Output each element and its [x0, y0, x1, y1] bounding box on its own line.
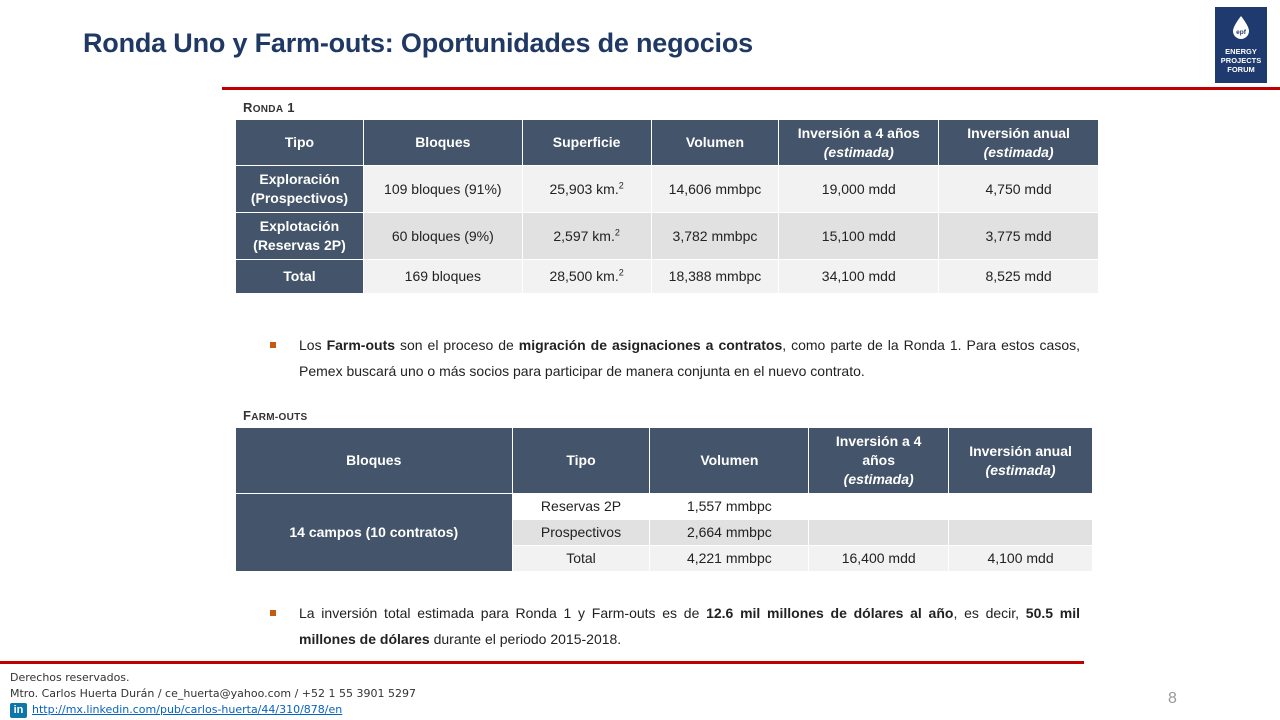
cell-tipo: Total: [512, 546, 650, 572]
cell-tipo: Reservas 2P: [512, 494, 650, 520]
cell-inversion-4: 34,100 mdd: [779, 260, 939, 294]
footer-linkedin: [10, 702, 416, 718]
farmouts-table: [235, 427, 1093, 572]
logo-line-1: ENERGY: [1225, 47, 1257, 56]
cell-inversion-anual: 4,100 mdd: [949, 546, 1093, 572]
cell-inversion-anual: 8,525 mdd: [939, 260, 1099, 294]
slide-title: Ronda Uno y Farm-outs: Oportunidades de negocios: [83, 28, 753, 58]
cell-inversion-4: 16,400 mdd: [809, 546, 949, 572]
cell-volumen: 2,664 mmbpc: [650, 520, 809, 546]
col-tipo: Tipo: [512, 428, 650, 494]
cell-volumen: 14,606 mmbpc: [651, 166, 779, 213]
bullet-farmouts: Los Farm-outs son el proceso de migración de asignaciones a contratos, como parte de la Ronda 1. Para estos casos, Pemex buscará uno o más socios para participar de manera conjunta en el nuevo contrato.: [270, 332, 1080, 384]
footer: [10, 670, 416, 718]
linkedin-icon: in: [10, 703, 27, 718]
cell-campos: 14 campos (10 contratos): [236, 494, 513, 572]
row-tipo: Exploración (Prospectivos): [236, 166, 364, 213]
col-inversion-anual: Inversión anual (estimada): [939, 120, 1099, 166]
col-volumen: Volumen: [650, 428, 809, 494]
col-tipo: Tipo: [236, 120, 364, 166]
col-inversion-anual: Inversión anual (estimada): [949, 428, 1093, 494]
cell-inversion-4: [809, 520, 949, 546]
cell-superficie: 2,597 km.$^2$: [522, 213, 651, 260]
footer-rights: Derechos reservados.: [10, 671, 130, 684]
linkedin-link[interactable]: http://mx.linkedin.com/pub/carlos-huerta/44/310/878/en: [32, 703, 343, 716]
bullet-square-icon: [270, 342, 276, 348]
cell-inversion-4: 15,100 mdd: [779, 213, 939, 260]
cell-bloques: 109 bloques (91%): [363, 166, 522, 213]
table-row-total: [236, 260, 1099, 294]
row-tipo: Explotación (Reservas 2P): [236, 213, 364, 260]
footer-contact: Mtro. Carlos Huerta Durán / ce_huerta@yahoo.com / +52 1 55 3901 5297: [10, 687, 416, 700]
row-tipo: Total: [236, 260, 364, 294]
table-header-row: [236, 428, 1093, 494]
cell-inversion-4: [809, 494, 949, 520]
top-divider: [222, 87, 1280, 90]
logo-line-2: PROJECTS: [1220, 56, 1262, 65]
cell-inversion-4: 19,000 mdd: [779, 166, 939, 213]
bottom-divider: [0, 661, 1084, 664]
cell-superficie: 25,903 km.$^2$: [522, 166, 651, 213]
logo-line-3: FORUM: [1227, 65, 1255, 74]
drop-icon: [1231, 15, 1251, 39]
svg-text:epf: epf: [1236, 29, 1246, 36]
cell-volumen: 4,221 mmbpc: [650, 546, 809, 572]
cell-tipo: Prospectivos: [512, 520, 650, 546]
cell-inversion-anual: 4,750 mdd: [939, 166, 1099, 213]
table-header-row: [236, 120, 1099, 166]
col-bloques: Bloques: [363, 120, 522, 166]
table-row: [236, 166, 1099, 213]
cell-superficie: 28,500 km.$^2$: [522, 260, 651, 294]
table-row: [236, 494, 1093, 520]
farmouts-label: FARM-OUTS: [243, 408, 308, 423]
col-inversion-4: Inversión a 4 años (estimada): [809, 428, 949, 494]
ronda1-table: [235, 119, 1099, 294]
bullet-inversion-total: La inversión total estimada para Ronda 1 y Farm-outs es de 12.6 mil millones de dólares al año, es decir, 50.5 mil millones de dólares durante el periodo 2015-2018.: [270, 600, 1080, 652]
cell-inversion-anual: [949, 494, 1093, 520]
col-bloques: Bloques: [236, 428, 513, 494]
col-superficie: Superficie: [522, 120, 651, 166]
ronda1-label: RONDA 1: [243, 100, 295, 115]
col-volumen: Volumen: [651, 120, 779, 166]
epf-logo: [1215, 7, 1267, 83]
cell-inversion-anual: [949, 520, 1093, 546]
cell-bloques: 60 bloques (9%): [363, 213, 522, 260]
cell-volumen: 18,388 mmbpc: [651, 260, 779, 294]
cell-inversion-anual: 3,775 mdd: [939, 213, 1099, 260]
cell-bloques: 169 bloques: [363, 260, 522, 294]
cell-volumen: 1,557 mmbpc: [650, 494, 809, 520]
cell-volumen: 3,782 mmbpc: [651, 213, 779, 260]
col-inversion-4: Inversión a 4 años (estimada): [779, 120, 939, 166]
table-row: [236, 213, 1099, 260]
page-number: 8: [1168, 690, 1177, 707]
bullet-square-icon: [270, 610, 276, 616]
